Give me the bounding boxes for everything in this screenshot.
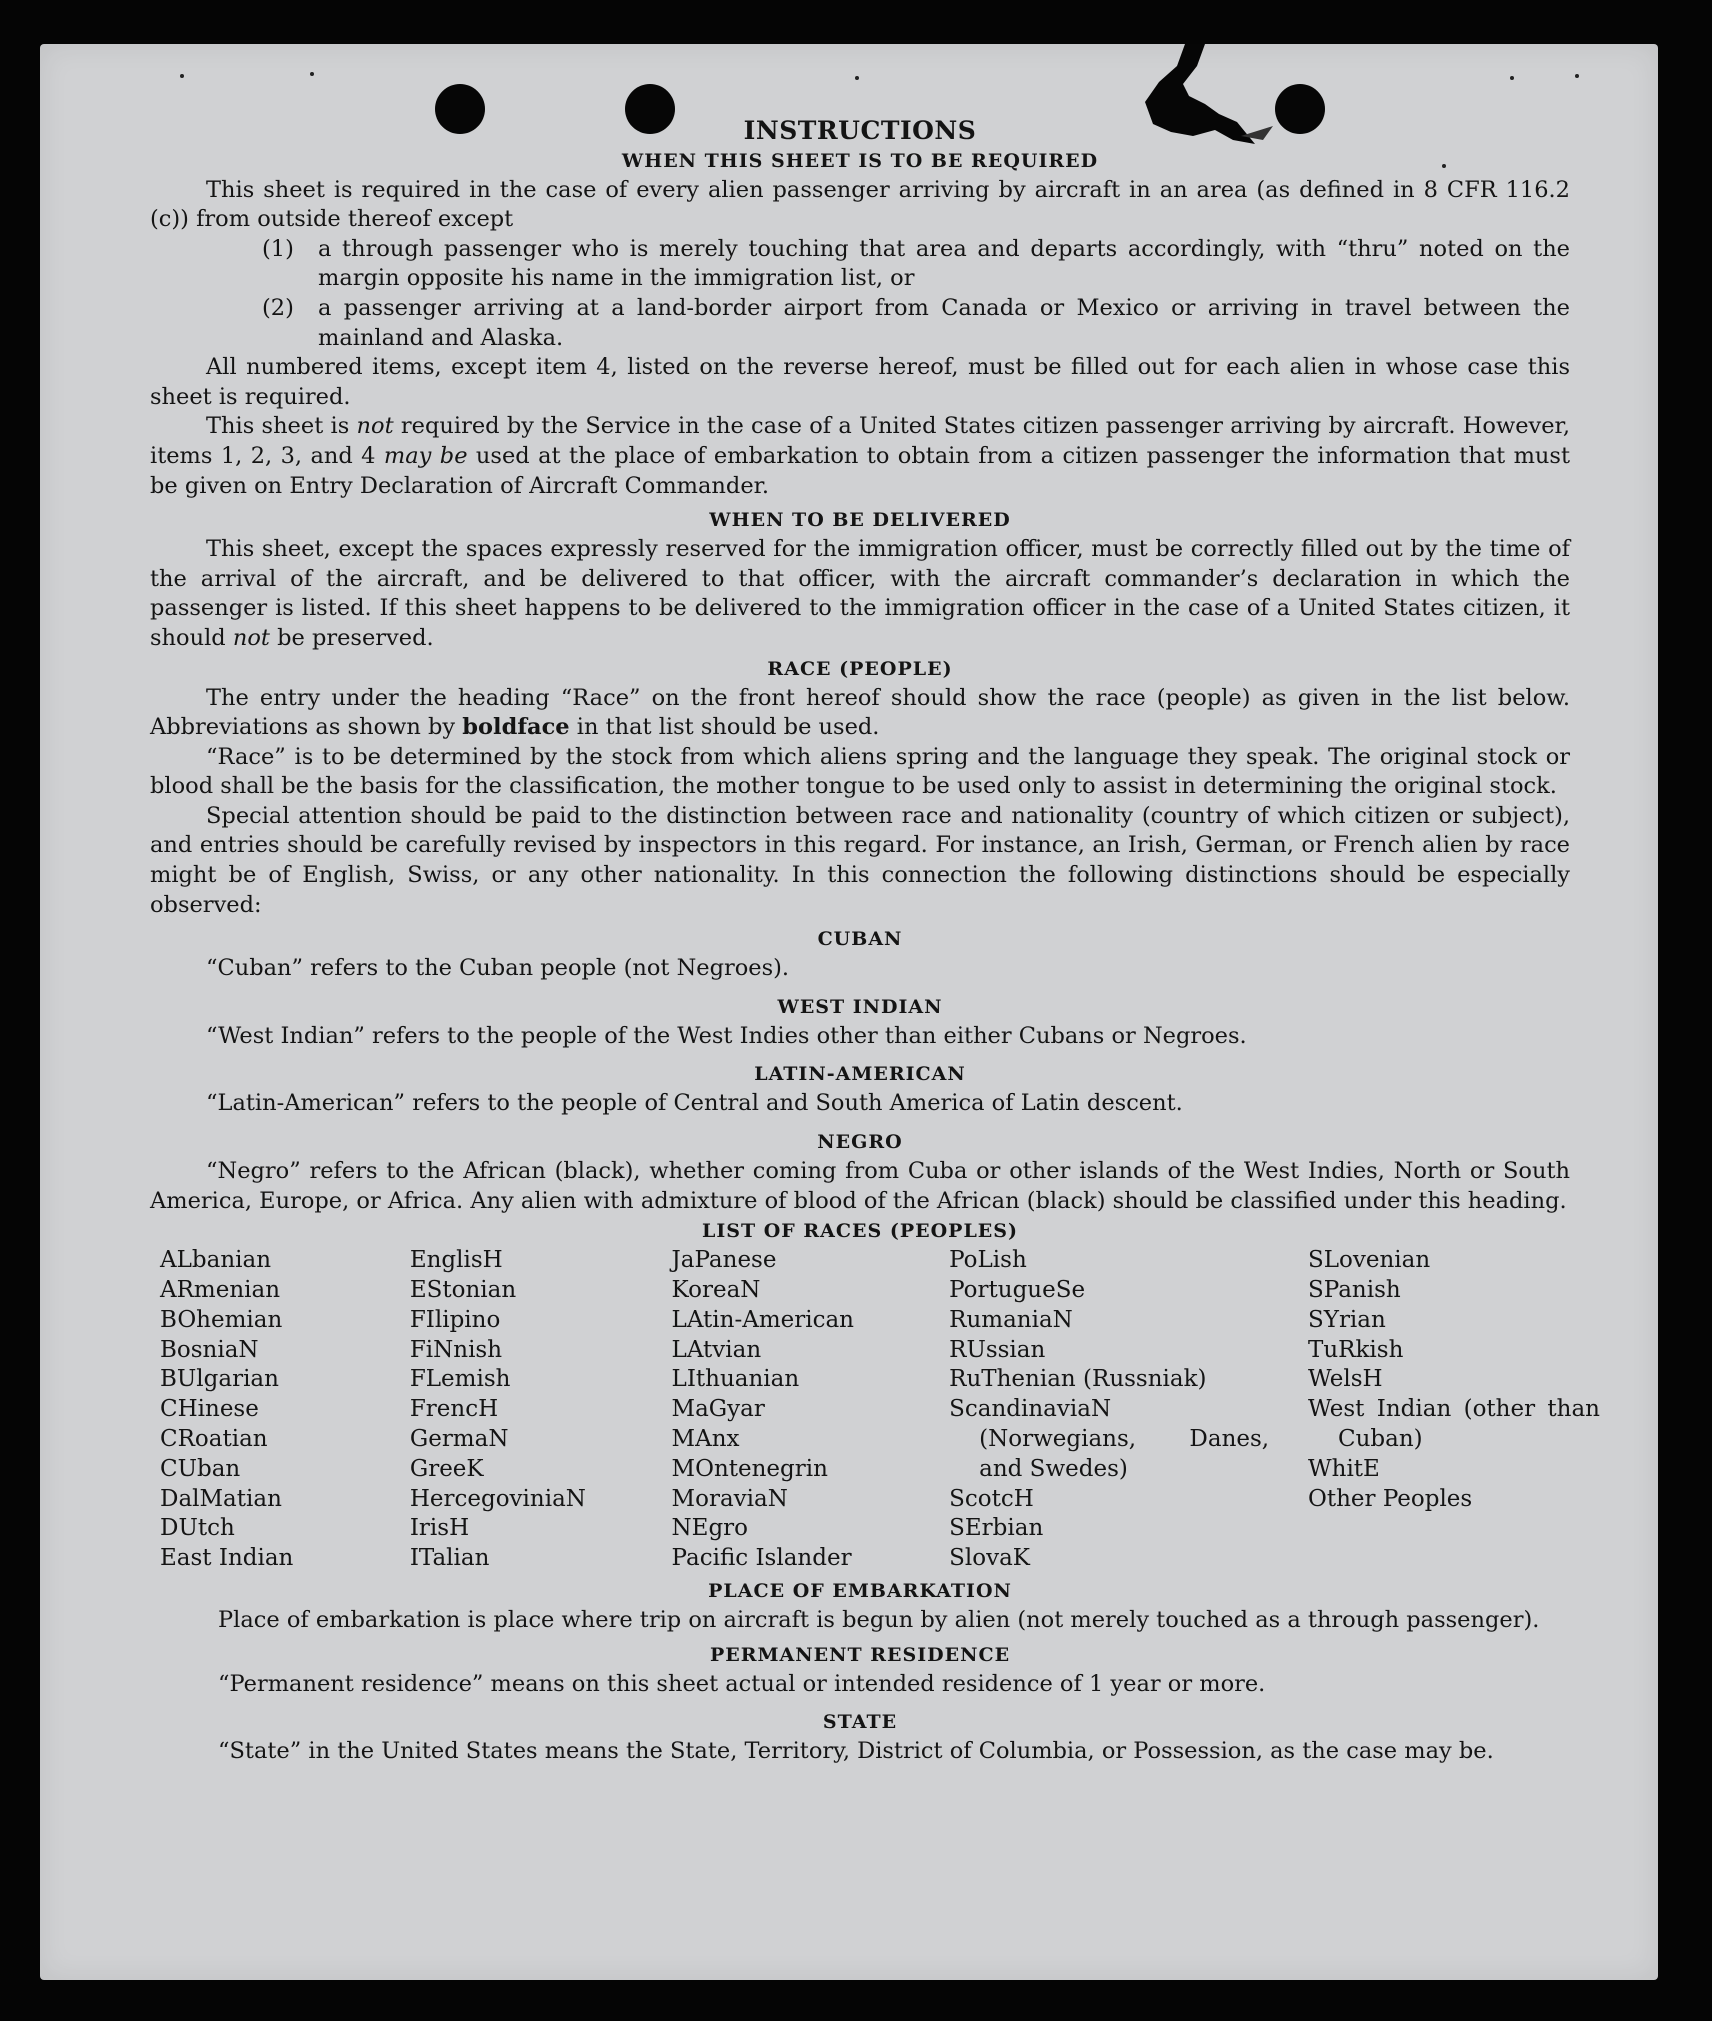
citizen-text-a: This sheet is xyxy=(206,413,357,440)
citizen-text-b: required by the Service in the case of a United States citizen passenger arriving by aircraft. However, items 1, 2, 3, and 4 xyxy=(150,413,1570,469)
race-column-3 xyxy=(672,1246,950,1574)
speck xyxy=(310,72,314,76)
race-item: EnglisH xyxy=(409,1247,503,1274)
race-item: ARmenian xyxy=(160,1277,281,1304)
race-item: KoreaN xyxy=(671,1277,761,1304)
citizen-text-may-be: may be xyxy=(383,442,468,469)
race-item: HercegoviniaN xyxy=(409,1485,586,1512)
race-item: GreeK xyxy=(409,1455,484,1482)
race-paragraph-1 xyxy=(150,684,1570,743)
race-item: PoLish xyxy=(949,1247,1027,1274)
heading-negro: NEGRO xyxy=(817,1131,903,1154)
race-item: PortugueSe xyxy=(949,1277,1086,1304)
citizen-text-not: not xyxy=(356,413,394,440)
heading-race: RACE (PEOPLE) xyxy=(767,657,953,680)
west-indian-text: “West Indian” refers to the people of the West Indies other than either Cubans or Negroes. xyxy=(206,1022,1247,1049)
race-item: Other Peoples xyxy=(1308,1485,1473,1512)
race-item: LAtin-American xyxy=(671,1306,854,1333)
citizen-paragraph xyxy=(150,412,1570,501)
race-item: MOntenegrin xyxy=(671,1455,828,1482)
heading-when-delivered: WHEN TO BE DELIVERED xyxy=(709,509,1011,532)
heading-permanent-residence: PERMANENT RESIDENCE xyxy=(709,1643,1011,1666)
race-item: ITalian xyxy=(409,1545,490,1572)
race-text-boldface: boldface xyxy=(462,714,570,741)
race-item: MoraviaN xyxy=(671,1485,788,1512)
state-text: “State” in the United States means the State, Territory, District of Columbia, or Possession, as the case may be. xyxy=(218,1738,1494,1765)
race-item: MAnx xyxy=(671,1426,740,1452)
race-item: RumaniaN xyxy=(949,1306,1073,1333)
heading-embarkation: PLACE OF EMBARKATION xyxy=(708,1579,1012,1602)
delivered-text-b: be preserved. xyxy=(269,624,434,651)
race-item: BUlgarian xyxy=(160,1366,279,1393)
race-list xyxy=(160,1246,1600,1574)
delivered-text-a: This sheet, except the spaces expressly reserved for the immigration officer, must be correctly filled out by the time of the arrival of the aircraft, and be delivered to that officer, with the aircraft commander’s declaration in which the passenger is listed. If this sheet happens to be delivered to the immigration officer in the case of a United States citizen, it should xyxy=(150,536,1570,651)
heading-when-required: WHEN THIS SHEET IS TO BE REQUIRED xyxy=(621,149,1099,172)
race-item: WhitE xyxy=(1308,1455,1380,1482)
embarkation-text: Place of embarkation is place where trip on aircraft is begun by alien (not merely touched as a through passenger). xyxy=(218,1606,1540,1633)
race-item: SPanish xyxy=(1308,1277,1401,1304)
race-item: DUtch xyxy=(160,1515,235,1542)
heading-state: STATE xyxy=(822,1711,898,1734)
heading-west-indian: WEST INDIAN xyxy=(777,995,943,1018)
citizen-text-c: used at the place of embarkation to obtain from a citizen passenger the information that must be given on Entry Declaration of Aircraft Commander. xyxy=(150,442,1570,499)
race-item: ALbanian xyxy=(160,1247,272,1274)
heading-cuban: CUBAN xyxy=(817,928,903,951)
race-item: NEgro xyxy=(671,1515,749,1542)
exception-item-1-text: a through passenger who is merely touching that area and departs accordingly, with “thru” noted on the margin opposite his name in the immigration list, or xyxy=(318,235,1570,292)
when-required-intro: This sheet is required in the case of every alien passenger arriving by aircraft in an area (as defined in 8 CFR 116.2 (c)) from outside thereof except xyxy=(150,176,1570,233)
numbered-items-paragraph: All numbered items, except item 4, listed on the reverse hereof, must be filled out for each alien in whose case this sheet is required. xyxy=(150,354,1570,410)
exception-item-2-number: (2) xyxy=(262,294,294,321)
page-title: INSTRUCTIONS xyxy=(743,116,977,145)
delivered-text-not: not xyxy=(232,624,270,651)
race-item: GermaN xyxy=(409,1426,509,1452)
exception-item-1 xyxy=(262,235,1570,294)
race-item: IrisH xyxy=(409,1515,470,1542)
race-paragraph-3: Special attention should be paid to the distinction between race and nationality (country of which citizen or subject), and entries should be carefully revised by inspectors in this regard. For instance, an Irish, German, or French alien by race might be of English, Swiss, or any other nationality. In this connection the following distinctions should be especially observed: xyxy=(150,802,1570,918)
race-item: FIlipino xyxy=(409,1306,501,1333)
race-item: CUban xyxy=(160,1455,241,1482)
race-item: Pacific Islander xyxy=(671,1545,852,1572)
negro-text: “Negro” refers to the African (black), whether coming from Cuba or other islands of the West Indies, North or South America, Europe, or Africa. Any alien with admixture of blood of the African (black) should be classified under this heading. xyxy=(150,1158,1570,1214)
heading-latin-american: LATIN-AMERICAN xyxy=(754,1063,966,1086)
residence-text: “Permanent residence” means on this sheet actual or intended residence of 1 year or more. xyxy=(218,1670,1266,1697)
race-column-4 xyxy=(949,1246,1308,1574)
race-item: West Indian (other than Cuban) xyxy=(1308,1396,1600,1452)
document-page xyxy=(40,44,1658,1980)
heading-list-of-races: LIST OF RACES (PEOPLES) xyxy=(702,1220,1018,1243)
exception-item-1-number: (1) xyxy=(262,235,294,262)
race-item: LAtvian xyxy=(671,1336,762,1363)
race-item: LIthuanian xyxy=(671,1366,800,1393)
race-item: MaGyar xyxy=(671,1396,765,1423)
speck xyxy=(855,76,859,80)
race-item: SYrian xyxy=(1308,1306,1386,1333)
instructions-content xyxy=(150,116,1600,1767)
exception-item-2 xyxy=(262,294,1570,353)
exception-item-2-text: a passenger arriving at a land-border airport from Canada or Mexico or arriving in travel between the mainland and Alaska. xyxy=(318,294,1570,351)
speck xyxy=(1575,74,1579,78)
race-item: DalMatian xyxy=(160,1485,282,1512)
race-item: ScandinaviaN (Norwegians, Danes, and Swedes) xyxy=(949,1396,1270,1482)
race-item: FrencH xyxy=(409,1396,499,1423)
race-item: SLovenian xyxy=(1308,1247,1431,1274)
latin-american-text: “Latin-American” refers to the people of Central and South America of Latin descent. xyxy=(206,1090,1183,1117)
race-item: WelsH xyxy=(1308,1366,1383,1393)
race-item: CRoatian xyxy=(160,1426,268,1452)
race-item: East Indian xyxy=(160,1545,294,1572)
race-item: JaPanese xyxy=(671,1247,777,1274)
race-text-a: The entry under the heading “Race” on the front hereof should show the race (people) as given in the list below. Abbreviations as shown by xyxy=(150,684,1570,741)
race-item: TuRkish xyxy=(1308,1336,1404,1363)
race-item: FiNnish xyxy=(409,1336,503,1363)
when-delivered-paragraph xyxy=(150,535,1570,653)
race-item: RuThenian (Russniak) xyxy=(949,1366,1207,1393)
speck xyxy=(180,74,184,78)
race-item: CHinese xyxy=(160,1396,259,1423)
race-text-b: in that list should be used. xyxy=(569,714,880,741)
race-item: RUssian xyxy=(949,1336,1046,1363)
race-item: BosniaN xyxy=(160,1336,259,1363)
race-item: FLemish xyxy=(409,1366,511,1393)
cuban-text: “Cuban” refers to the Cuban people (not Negroes). xyxy=(206,955,790,982)
race-column-5 xyxy=(1308,1246,1600,1574)
race-item: EStonian xyxy=(409,1277,517,1304)
race-item: SlovaK xyxy=(949,1545,1030,1572)
race-column-2 xyxy=(410,1246,672,1574)
speck xyxy=(1510,76,1514,80)
race-item: SErbian xyxy=(949,1515,1044,1542)
race-item: BOhemian xyxy=(160,1306,283,1333)
race-column-1 xyxy=(160,1246,410,1574)
race-paragraph-2: “Race” is to be determined by the stock from which aliens spring and the language they speak. The original stock or blood shall be the basis for the classification, the mother tongue to be used only to assist in determining the original stock. xyxy=(150,743,1570,800)
race-item: ScotcH xyxy=(949,1485,1034,1512)
